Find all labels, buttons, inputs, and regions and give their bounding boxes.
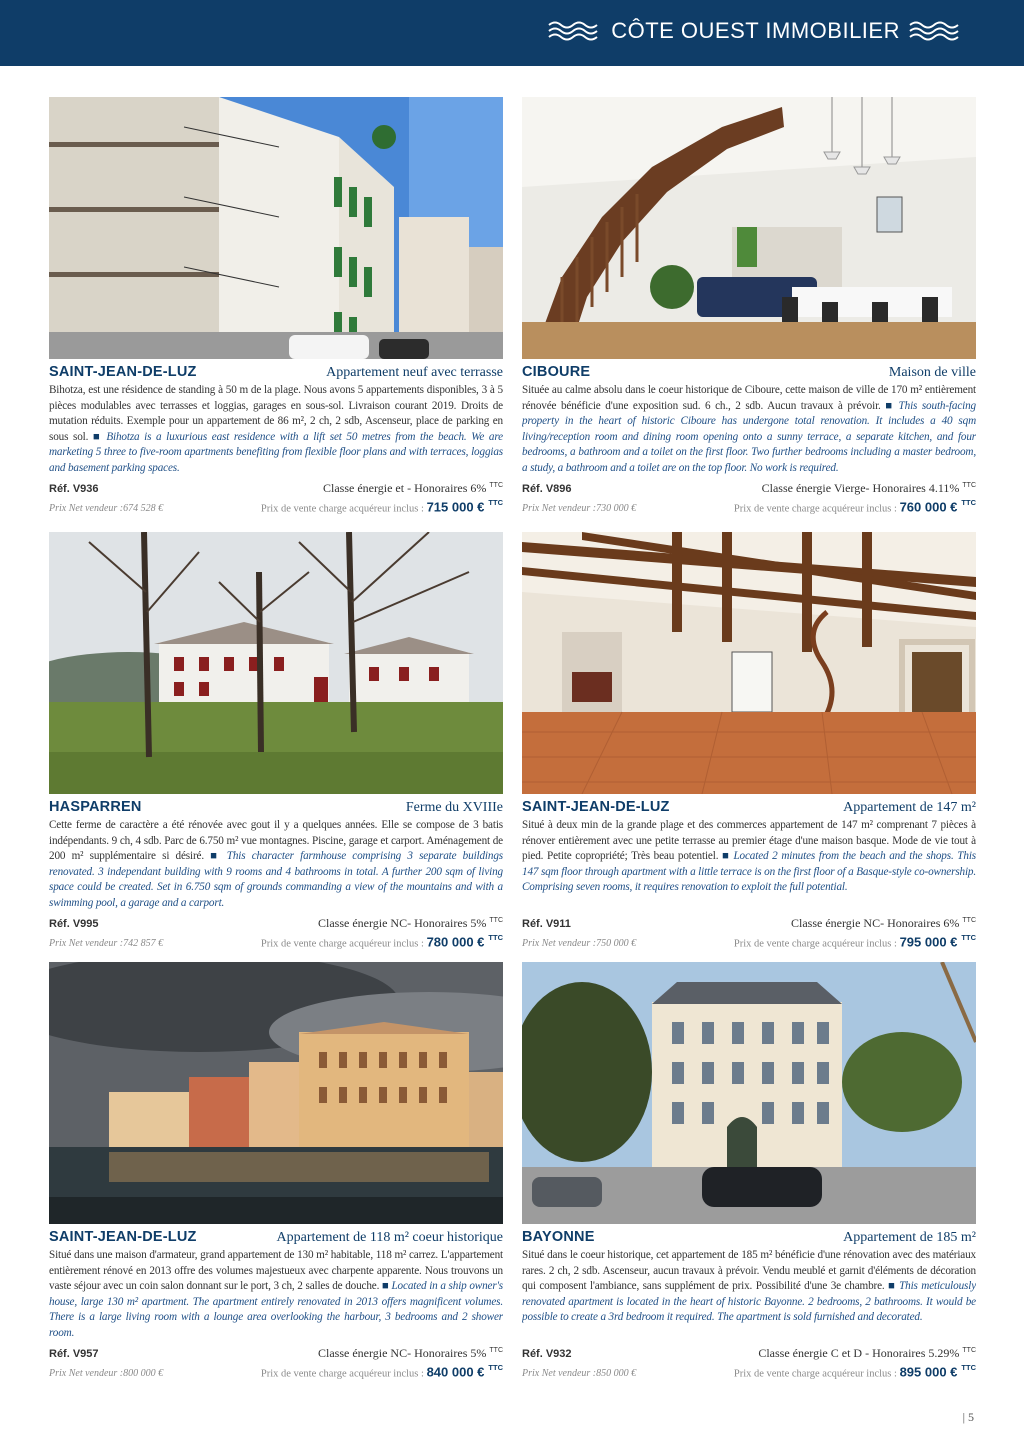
description-en: This meticulously renovated apartment is located in the heart of historic Bayonne. 2 bedrooms, 2 bathrooms. It would be possible to create a 3rd bedroom it required. The apartment is sold furnished and decorated. <box>522 1280 976 1324</box>
brand-logo <box>547 18 964 44</box>
description-en: Bihotza is a luxurious east residence with a lift set 50 metres from the beach. We are marketing 5 three to five-room apartments benefiting from flexible floor plans and with terraces, loggias and basement parking spaces. <box>49 430 503 474</box>
net-seller-price: Prix Net vendeur :730 000 € <box>522 503 637 515</box>
description-en: Located 2 minutes from the beach and the shops. This 147 sqm floor through apartment with a little terrace is on the first floor of a Basque-style co-ownership. Comprising seven rooms, it requires renovation to exploit the full potential. <box>522 850 976 894</box>
energy-class: Classe énergie NC- Honoraires 5% $^{TTC}$ <box>317 916 503 930</box>
listing-type: Maison de ville <box>888 365 976 380</box>
listing-description <box>49 818 503 914</box>
square-bullet-icon: ■ <box>722 850 730 863</box>
net-seller-price: Prix Net vendeur :800 000 € <box>49 1368 164 1380</box>
listing-city: HASPARREN <box>49 799 142 815</box>
listing-city: BAYONNE <box>522 1229 595 1245</box>
square-bullet-icon: ■ <box>382 1280 389 1293</box>
sale-price: Prix de vente charge acquéreur inclus : 780 000 € $^{TTC}$ <box>260 933 503 950</box>
property-photo[interactable] <box>49 962 503 1224</box>
listing-reference: Réf. V932 <box>522 1348 572 1360</box>
property-photo[interactable] <box>522 97 976 359</box>
listing-card[interactable] <box>49 532 503 950</box>
description-fr: Situé dans le coeur historique, cet appartement de 185 m² bénéficie d'une rénovation avec des matériaux rares. 2 ch, 2 sdb. Ascenseur, aucun travaux à prévoir. Vendu meublé et garnit d'éléments de décoration qui composent l'ambiance, sans supplément de prix. Possibilité d'une 3e chambre. <box>522 1249 976 1293</box>
description-fr: Bihotza, est une résidence de standing à 50 m de la plage. Nous avons 5 appartements disponibles, 3 à 5 pièces modulables avec terrasses et loggias, garages en sous-sol. Livraison courant 2019. Droits de mutation réduits. Exemple pour un appartement de 86 m², 2 ch, 2 sdb, Ascenseur, place de parking en sous sol. <box>49 384 503 443</box>
sale-price: Prix de vente charge acquéreur inclus : 795 000 € $^{TTC}$ <box>733 933 976 950</box>
listing-reference: Réf. V995 <box>49 918 99 930</box>
listing-type: Appartement de 147 m² <box>843 800 976 815</box>
sale-price: Prix de vente charge acquéreur inclus : 895 000 € $^{TTC}$ <box>733 1363 976 1380</box>
listing-reference: Réf. V936 <box>49 483 99 495</box>
listing-card[interactable] <box>49 962 503 1380</box>
listing-city: SAINT-JEAN-DE-LUZ <box>49 1229 197 1245</box>
listing-type: Appartement de 118 m² coeur historique <box>276 1230 503 1245</box>
description-fr: Situé dans une maison d'armateur, grand appartement de 130 m² habitable, 118 m² carrez. L'appartement entièrement rénové en 2013 offre des volumes majestueux avec charpente apparente. Nous trouvons un vaste séjour avec un coin salon donnant sur le port, 3 ch, 2 salles de douche. <box>49 1249 503 1293</box>
description-fr: Situé à deux min de la grande plage et des commerces appartement de 147 m² comprenant 7 pièces à rénover entièrement avec une petite terrasse au premier étage d'une maison basque. Mode de vie tout à pied. Petite copropriété; Très beau potentiel. <box>522 819 976 863</box>
listing-city: SAINT-JEAN-DE-LUZ <box>522 799 670 815</box>
listing-reference: Réf. V911 <box>522 918 571 930</box>
listing-city: CIBOURE <box>522 364 591 380</box>
square-bullet-icon: ■ <box>210 850 221 863</box>
listing-description <box>522 383 976 479</box>
sale-price: Prix de vente charge acquéreur inclus : 840 000 € $^{TTC}$ <box>260 1363 503 1380</box>
listing-description <box>522 818 976 914</box>
listing-card[interactable] <box>522 97 976 515</box>
listing-description <box>49 383 503 479</box>
square-bullet-icon: ■ <box>885 399 894 412</box>
property-photo[interactable] <box>522 962 976 1224</box>
waves-icon <box>547 19 603 43</box>
listing-card[interactable] <box>522 962 976 1380</box>
energy-class: Classe énergie NC- Honoraires 5% $^{TTC}$ <box>317 1346 503 1360</box>
description-en: Located in a ship owner's house, large 130 m² apartment. The apartment entirely renovated in 2013 offers magnificent volumes. There is a large living room with a lounge area overlooking the harbour, 3 bedrooms and 2 shower room. <box>49 1280 503 1339</box>
description-en: This character farmhouse comprising 3 separate buildings renovated. 3 independant building with 9 rooms and 4 bathrooms in total. A further 200 sqm of living space could be created. Set in 6.750 sqm of grounds commanding a view of the mountains and with a swimming pool, a garage and a carport. <box>49 850 503 909</box>
page-number: | 5 <box>962 1410 974 1424</box>
square-bullet-icon: ■ <box>92 430 102 443</box>
net-seller-price: Prix Net vendeur :742 857 € <box>49 938 164 950</box>
listing-card[interactable] <box>522 532 976 950</box>
waves-icon <box>908 19 964 43</box>
listing-description <box>522 1248 976 1344</box>
description-en: This south-facing property in the heart of historic Ciboure has undergone total renovation. It includes a 40 sqm living/reception room and dining room opening onto a sunny terrace, a separate kitchen, and four bedrooms, a bathroom and a toilet on the first floor. Two further bedrooms including a master bedroom, a study, a bathroom and a toilet are on the top floor. No work is required. <box>522 399 976 474</box>
sale-price: Prix de vente charge acquéreur inclus : 715 000 € $^{TTC}$ <box>260 498 503 515</box>
listing-type: Appartement de 185 m² <box>843 1230 976 1245</box>
listing-description <box>49 1248 503 1344</box>
listing-card[interactable] <box>49 97 503 515</box>
listing-reference: Réf. V957 <box>49 1348 99 1360</box>
energy-class: Classe énergie C et D - Honoraires 5.29% $^{TTC}$ <box>758 1346 976 1360</box>
page-header <box>0 0 1024 66</box>
energy-class: Classe énergie et - Honoraires 6% $^{TTC}$ <box>323 481 503 495</box>
description-fr: Située au calme absolu dans le coeur historique de Ciboure, cette maison de ville de 170 m² entièrement rénovée bénéficie d'une exposition sud. 6 ch., 2 sdb. Aucun travaux à prévoir. <box>522 384 976 412</box>
property-photo[interactable] <box>49 532 503 794</box>
net-seller-price: Prix Net vendeur :850 000 € <box>522 1368 637 1380</box>
listing-reference: Réf. V896 <box>522 483 572 495</box>
listing-type: Ferme du XVIIIe <box>405 800 503 815</box>
property-photo[interactable] <box>49 97 503 359</box>
square-bullet-icon: ■ <box>888 1280 896 1293</box>
net-seller-price: Prix Net vendeur :750 000 € <box>522 938 637 950</box>
brand-name: CÔTE OUEST IMMOBILIER <box>611 18 900 43</box>
description-fr: Cette ferme de caractère a été rénovée avec gout il y a quelques années. Elle se compose de 3 batis indépendants. 9 ch, 4 sdb. Parc de 6.750 m² vue montagnes. Piscine, garage et carport. Aménagement de 200 m² supplémentaire si désiré. <box>49 819 503 863</box>
energy-class: Classe énergie Vierge- Honoraires 4.11% $^{TTC}$ <box>761 481 976 495</box>
property-photo[interactable] <box>522 532 976 794</box>
listing-city: SAINT-JEAN-DE-LUZ <box>49 364 197 380</box>
net-seller-price: Prix Net vendeur :674 528 € <box>49 503 164 515</box>
energy-class: Classe énergie NC- Honoraires 6% $^{TTC}$ <box>790 916 976 930</box>
sale-price: Prix de vente charge acquéreur inclus : 760 000 € $^{TTC}$ <box>733 498 976 515</box>
listing-type: Appartement neuf avec terrasse <box>326 365 503 380</box>
